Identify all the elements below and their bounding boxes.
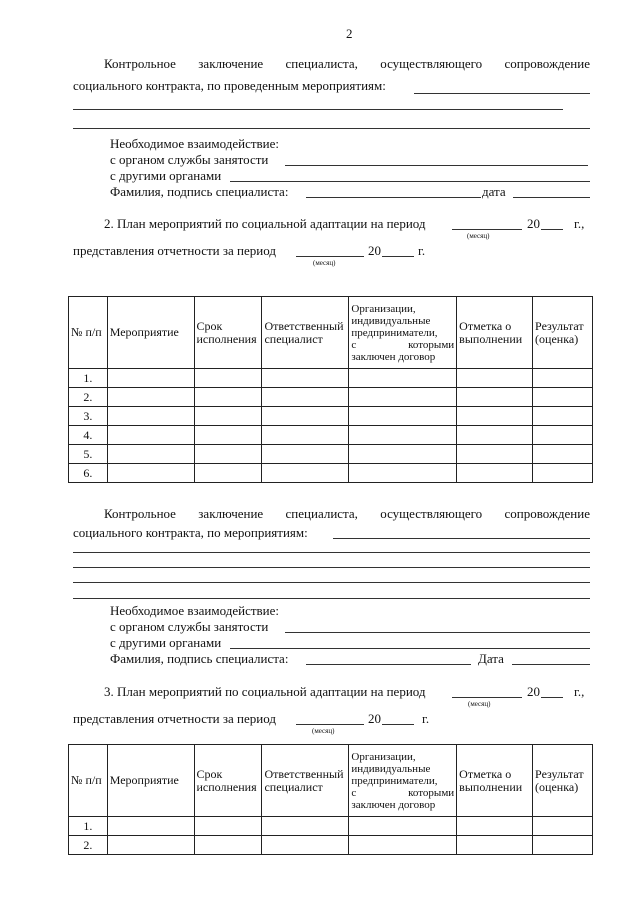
header-deadline: Срок исполнения <box>194 745 262 817</box>
header-org-word: с <box>351 338 357 351</box>
cell[interactable] <box>457 464 533 483</box>
plan-3-report-month-hint: (месяц) <box>312 727 335 735</box>
cell[interactable] <box>349 836 457 855</box>
header-org-word: которыми <box>408 338 455 351</box>
row-number: 2. <box>69 836 108 855</box>
cell[interactable] <box>457 369 533 388</box>
cell[interactable] <box>262 426 349 445</box>
table-row <box>69 464 593 483</box>
cell[interactable] <box>457 445 533 464</box>
cell[interactable] <box>349 426 457 445</box>
cell[interactable] <box>533 388 593 407</box>
plan-2-report-month-hint: (месяц) <box>313 259 336 267</box>
cell[interactable] <box>262 464 349 483</box>
cell[interactable] <box>194 817 262 836</box>
plan-3-report-year-line[interactable] <box>382 724 414 725</box>
cell[interactable] <box>107 426 194 445</box>
other-organs-fill-line[interactable] <box>230 181 590 182</box>
cell[interactable] <box>194 836 262 855</box>
cell[interactable] <box>349 369 457 388</box>
conclusion-2-fill-line[interactable] <box>73 552 590 553</box>
cell[interactable] <box>349 407 457 426</box>
page-number: 2 <box>346 26 353 41</box>
cell[interactable] <box>533 369 593 388</box>
cell[interactable] <box>262 369 349 388</box>
row-number: 1. <box>69 817 108 836</box>
header-org-line: предприниматели, <box>351 774 438 787</box>
row-number: 1. <box>69 369 108 388</box>
plan-2-report-year-suffix: г. <box>418 243 426 258</box>
header-organizations <box>349 297 457 369</box>
plan-2-month-line[interactable] <box>452 229 522 230</box>
row-number: 3. <box>69 407 108 426</box>
table-header-row <box>69 297 593 369</box>
cell[interactable] <box>107 836 194 855</box>
plan-3-report-month-line[interactable] <box>296 724 364 725</box>
table-header-row <box>69 745 593 817</box>
plan-2-year-prefix: 20 <box>527 216 540 231</box>
conclusion-line-2: социального контракта, по проведенным мероприятиям: <box>73 78 386 93</box>
header-org-line: предприниматели, <box>351 326 438 339</box>
plan-3-year-suffix: г., <box>574 684 585 699</box>
cell[interactable] <box>194 464 262 483</box>
header-org-line: заключен договор <box>351 798 436 811</box>
cell[interactable] <box>107 445 194 464</box>
conclusion-line-1: Контрольное заключение специалиста, осуществляющего сопровождение <box>104 56 590 71</box>
header-organizations <box>349 745 457 817</box>
plan-2-table <box>68 296 593 483</box>
employment-label: с органом службы занятости <box>110 152 269 167</box>
header-responsible: Ответственный специалист <box>262 297 349 369</box>
header-deadline: Срок исполнения <box>194 297 262 369</box>
cell[interactable] <box>107 817 194 836</box>
header-org-line: индивидуальные <box>351 762 431 775</box>
date-2-fill-line[interactable] <box>512 664 590 665</box>
cell[interactable] <box>533 836 593 855</box>
plan-2-report-month-line[interactable] <box>296 256 364 257</box>
cell[interactable] <box>194 426 262 445</box>
cell[interactable] <box>194 445 262 464</box>
plan-2-report-year-prefix: 20 <box>368 243 381 258</box>
header-mark: Отметка о выполнении <box>457 297 533 369</box>
cell[interactable] <box>533 426 593 445</box>
other-organs-label: с другими органами <box>110 168 222 183</box>
plan-3-year-line[interactable] <box>541 697 563 698</box>
cell[interactable] <box>349 445 457 464</box>
plan-2-report-year-line[interactable] <box>382 256 414 257</box>
conclusion-fill-line[interactable] <box>73 128 590 129</box>
cell[interactable] <box>262 817 349 836</box>
cell[interactable] <box>262 407 349 426</box>
cell[interactable] <box>107 369 194 388</box>
cell[interactable] <box>107 407 194 426</box>
cell[interactable] <box>457 388 533 407</box>
cell[interactable] <box>107 388 194 407</box>
header-num: № п/п <box>69 297 108 369</box>
plan-2-year-suffix: г., <box>574 216 585 231</box>
cell[interactable] <box>349 817 457 836</box>
cell[interactable] <box>262 388 349 407</box>
header-org-line: индивидуальные <box>351 314 431 327</box>
header-org-word: которыми <box>408 786 455 799</box>
signature-label: Фамилия, подпись специалиста: <box>110 184 289 199</box>
plan-2-year-line[interactable] <box>541 229 563 230</box>
signature-2-fill-line[interactable] <box>306 664 471 665</box>
header-org-word: с <box>351 786 357 799</box>
cell[interactable] <box>533 445 593 464</box>
cell[interactable] <box>107 464 194 483</box>
plan-3-month-line[interactable] <box>452 697 522 698</box>
cell[interactable] <box>457 407 533 426</box>
cell[interactable] <box>533 464 593 483</box>
other-organs-2-label: с другими органами <box>110 635 222 650</box>
table-row <box>69 407 593 426</box>
date-2-label: Дата <box>478 651 504 666</box>
plan-3-report-label: представления отчетности за период <box>73 711 276 726</box>
date-fill-line[interactable] <box>513 197 590 198</box>
table-row <box>69 369 593 388</box>
cell[interactable] <box>194 388 262 407</box>
cell[interactable] <box>194 407 262 426</box>
table-row <box>69 836 593 855</box>
row-number: 2. <box>69 388 108 407</box>
table-row <box>69 388 593 407</box>
header-org-line: Организации, <box>351 302 416 315</box>
header-result: Результат (оценка) <box>533 745 593 817</box>
other-organs-2-fill-line[interactable] <box>230 648 590 649</box>
header-activity: Мероприятие <box>107 745 194 817</box>
employment-fill-line[interactable] <box>285 165 588 166</box>
conclusion-2-fill-line[interactable] <box>73 567 590 568</box>
table-row <box>69 817 593 836</box>
conclusion-2-fill-line[interactable] <box>73 582 590 583</box>
plan-3-title: 3. План мероприятий по социальной адаптации на период <box>104 684 426 699</box>
header-num: № п/п <box>69 745 108 817</box>
row-number: 4. <box>69 426 108 445</box>
cell[interactable] <box>457 426 533 445</box>
cell[interactable] <box>349 388 457 407</box>
table-row <box>69 445 593 464</box>
plan-2-title: 2. План мероприятий по социальной адаптации на период <box>104 216 426 231</box>
header-result: Результат (оценка) <box>533 297 593 369</box>
plan-3-month-hint: (месяц) <box>468 700 491 708</box>
employment-2-label: с органом службы занятости <box>110 619 269 634</box>
interaction-2-title: Необходимое взаимодействие: <box>110 603 280 618</box>
cell[interactable] <box>349 464 457 483</box>
plan-2-month-hint: (месяц) <box>467 232 490 240</box>
signature-2-label: Фамилия, подпись специалиста: <box>110 651 289 666</box>
conclusion-2-fill-line[interactable] <box>73 598 590 599</box>
plan-3-year-prefix: 20 <box>527 684 540 699</box>
cell[interactable] <box>262 445 349 464</box>
cell[interactable] <box>457 817 533 836</box>
cell[interactable] <box>533 407 593 426</box>
table-row <box>69 426 593 445</box>
row-number: 6. <box>69 464 108 483</box>
plan-2-report-label: представления отчетности за период <box>73 243 276 258</box>
conclusion-fill-line[interactable] <box>73 109 563 110</box>
signature-fill-line[interactable] <box>306 197 481 198</box>
interaction-title: Необходимое взаимодействие: <box>110 136 280 151</box>
cell[interactable] <box>457 836 533 855</box>
plan-3-table <box>68 744 593 855</box>
header-org-line: заключен договор <box>351 350 436 363</box>
header-org-line: Организации, <box>351 750 416 763</box>
conclusion-2-fill-line[interactable] <box>333 538 590 539</box>
date-label: дата <box>482 184 506 199</box>
conclusion-2-line-2: социального контракта, по мероприятиям: <box>73 525 308 540</box>
employment-2-fill-line[interactable] <box>285 632 590 633</box>
plan-3-report-year-prefix: 20 <box>368 711 381 726</box>
conclusion-fill-line[interactable] <box>414 93 590 94</box>
conclusion-2-line-1: Контрольное заключение специалиста, осуществляющего сопровождение <box>104 506 590 521</box>
header-mark: Отметка о выполнении <box>457 745 533 817</box>
cell[interactable] <box>533 817 593 836</box>
row-number: 5. <box>69 445 108 464</box>
cell[interactable] <box>262 836 349 855</box>
header-activity: Мероприятие <box>107 297 194 369</box>
header-responsible: Ответственный специалист <box>262 745 349 817</box>
cell[interactable] <box>194 369 262 388</box>
plan-3-report-year-suffix: г. <box>422 711 430 726</box>
